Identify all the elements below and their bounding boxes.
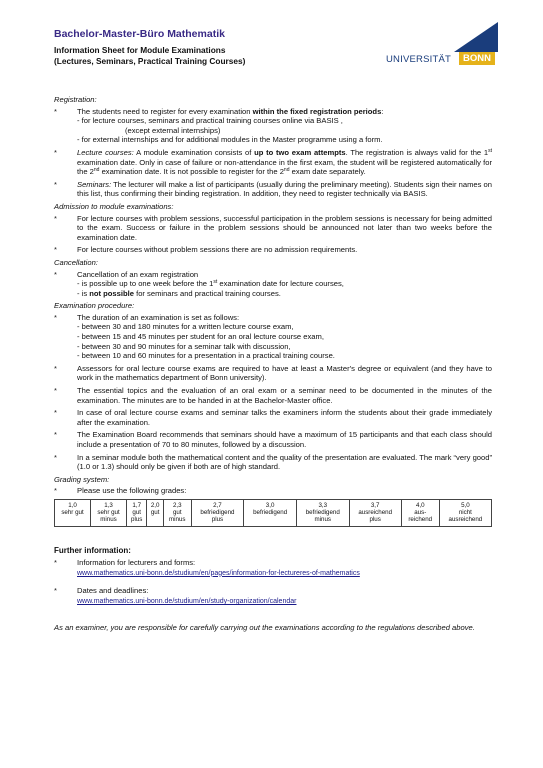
text: (except external internships) bbox=[125, 125, 221, 135]
list-item bbox=[54, 364, 492, 383]
grade-cell bbox=[127, 499, 147, 526]
grade-cell bbox=[296, 499, 349, 526]
grade-cell-text: plus bbox=[211, 516, 224, 524]
list-item bbox=[54, 270, 492, 299]
text: : bbox=[381, 106, 384, 116]
text: For lecture courses with problem sessions, successful participation in the problem sessions is necessary for being admitted to the exam. Success or failure in the problem sessions should be announced not later than two weeks before the examination date. bbox=[77, 213, 492, 242]
list-item bbox=[54, 408, 492, 427]
grade-cell bbox=[401, 499, 439, 526]
logo-mark-icon bbox=[454, 22, 514, 54]
grade-cell-text: nicht bbox=[458, 509, 472, 517]
text: Information for lecturers and forms: bbox=[77, 558, 196, 568]
text: for seminars and practical training courses. bbox=[133, 288, 281, 298]
bullet: * bbox=[54, 269, 57, 279]
section-heading-cancellation: Cancellation: bbox=[54, 257, 98, 267]
text: - between 30 and 180 minutes for a written lecture course exam, bbox=[77, 322, 294, 332]
list-item bbox=[54, 386, 492, 405]
grade-cell-text: minus bbox=[100, 516, 117, 524]
bullet: * bbox=[54, 312, 57, 322]
closing-note: As an examiner, you are responsible for carefully carrying out the examinations according to the regulations described above. bbox=[54, 622, 475, 632]
grade-cell-text: 3,3 bbox=[318, 501, 328, 509]
bullet: * bbox=[54, 213, 57, 223]
text: - is possible up to one week before the 1 bbox=[77, 279, 214, 289]
grade-cell-text: 3,7 bbox=[370, 501, 380, 509]
list-item bbox=[54, 245, 492, 255]
grade-cell-text: 3,0 bbox=[265, 501, 275, 509]
text: Please use the following grades: bbox=[77, 486, 187, 496]
list-item bbox=[54, 486, 492, 496]
text: nd bbox=[283, 167, 290, 174]
text: not possible bbox=[89, 288, 134, 298]
grade-cell-text: 2,3 bbox=[172, 501, 182, 509]
title-line-2: (Lectures, Seminars, Practical Training Courses) bbox=[54, 56, 246, 66]
calendar-link[interactable]: www.mathematics.uni-bonn.de/studium/en/study-organization/calendar bbox=[77, 597, 297, 605]
text: exam date separately. bbox=[289, 167, 366, 177]
list-item bbox=[54, 586, 492, 606]
text: Dates and deadlines: bbox=[77, 586, 149, 596]
text: - between 10 and 60 minutes for a presentation in a practical training course. bbox=[77, 351, 335, 361]
text: The essential topics and the evaluation of an oral exam or a seminar need to be documented in the minutes of the examination. The minutes are to be handed in at the Bachelor-Master office. bbox=[77, 386, 492, 405]
grade-cell-text: aus- bbox=[414, 509, 427, 517]
grade-cell-text: ausreichend bbox=[358, 509, 393, 517]
text: - for external internships and for additional modules in the Master programme using a form. bbox=[77, 135, 383, 145]
list-item bbox=[54, 214, 492, 243]
table-row bbox=[55, 499, 492, 526]
list-item bbox=[54, 107, 492, 145]
grade-cell-text: befriedigend bbox=[305, 509, 340, 517]
grade-cell bbox=[349, 499, 401, 526]
text: The duration of an examination is set as follows: bbox=[77, 312, 240, 322]
text: nd bbox=[93, 167, 100, 174]
grade-cell-text: befriedigend bbox=[253, 509, 288, 517]
section-heading-registration: Registration: bbox=[54, 95, 97, 104]
text: st bbox=[213, 279, 218, 286]
grade-cell-text: sehr gut bbox=[97, 509, 120, 517]
document-body bbox=[54, 95, 492, 632]
grade-cell bbox=[439, 499, 491, 526]
grade-cell bbox=[163, 499, 191, 526]
grade-cell-text: befriedigend bbox=[200, 509, 235, 517]
grade-cell-text: sehr gut bbox=[61, 509, 84, 517]
logo-universitat-text: UNIVERSITÄT bbox=[386, 54, 452, 65]
document-title bbox=[54, 45, 245, 67]
list-item bbox=[54, 313, 492, 361]
text: examination date for lecture courses, bbox=[217, 279, 344, 289]
grade-cell bbox=[191, 499, 244, 526]
text: - is bbox=[77, 288, 90, 298]
text: Lecture courses: bbox=[77, 147, 134, 157]
grades-table bbox=[54, 499, 492, 527]
grade-cell-text: ausreichend bbox=[448, 516, 483, 524]
grade-cell bbox=[147, 499, 163, 526]
list-item bbox=[54, 430, 492, 449]
university-logo bbox=[386, 22, 511, 72]
bullet: * bbox=[54, 408, 57, 418]
grade-cell-text: 1,3 bbox=[104, 501, 113, 509]
grade-cell-text: plus bbox=[369, 516, 381, 524]
grade-cell bbox=[55, 499, 91, 526]
text: Cancellation of an exam registration bbox=[77, 269, 199, 279]
text: The lecturer will make a list of participants (usually during the preliminary meeting). Students sign their names on this list, thus confirming their binding registration. In addition, they need to register technically via BASIS. bbox=[77, 179, 492, 199]
bullet: * bbox=[54, 586, 57, 596]
text: The students need to register for every examination bbox=[77, 106, 253, 116]
bullet: * bbox=[54, 147, 57, 157]
text: In a seminar module both the mathematical content and the quality of the presentation are evaluated. The mark “very good” (1.0 or 1.3) should only be given if both are of high standard. bbox=[77, 452, 492, 472]
further-info-heading: Further information: bbox=[54, 545, 131, 555]
list-item bbox=[54, 148, 492, 177]
bullet: * bbox=[54, 106, 57, 116]
logo-bonn-text: BONN bbox=[459, 52, 495, 65]
bullet: * bbox=[54, 452, 57, 462]
bullet: * bbox=[54, 558, 57, 568]
bullet: * bbox=[54, 430, 57, 440]
text: In case of oral lecture course exams and seminar talks the examiners inform the students about their grade immediately after the examination. bbox=[77, 408, 492, 427]
grade-cell-text: 1,0 bbox=[68, 501, 77, 509]
grade-cell-text: 4,0 bbox=[415, 501, 425, 509]
grade-cell-text: minus bbox=[314, 516, 332, 524]
text: For lecture courses without problem sessions there are no admission requirements. bbox=[77, 245, 358, 255]
grade-cell-text: 2,7 bbox=[213, 501, 222, 509]
grade-cell-text: reichend bbox=[408, 516, 433, 524]
text: A module examination consists of bbox=[133, 147, 255, 157]
grade-cell bbox=[91, 499, 127, 526]
list-item bbox=[54, 453, 492, 472]
text: st bbox=[488, 147, 492, 154]
text: . The registration is always valid for the 1 bbox=[345, 147, 489, 157]
grade-cell-text: 2,0 bbox=[150, 501, 160, 509]
text: The Examination Board recommends that seminars should have a maximum of 15 participants and that each class should include a presentation of 70 to 80 minutes, followed by a discussion. bbox=[77, 430, 492, 449]
text: examination date. It is not possible to register for the 2 bbox=[99, 167, 284, 177]
grade-cell bbox=[244, 499, 297, 526]
bullet: * bbox=[54, 486, 57, 496]
section-heading-grading: Grading system: bbox=[54, 474, 110, 484]
grade-cell-text: gut bbox=[172, 509, 182, 517]
grade-cell-text: gut bbox=[150, 509, 160, 517]
text: - for lecture courses, seminars and practical training courses online via BASIS , bbox=[77, 116, 343, 126]
bullet: * bbox=[54, 386, 57, 396]
bullet: * bbox=[54, 245, 57, 255]
section-heading-procedure: Examination procedure: bbox=[54, 301, 135, 311]
bullet: * bbox=[54, 363, 57, 373]
text: - between 15 and 45 minutes per student for an oral lecture course exam, bbox=[77, 332, 324, 342]
list-item bbox=[54, 180, 492, 199]
grade-cell-text: 5,0 bbox=[461, 501, 470, 509]
grade-cell-text: plus bbox=[131, 516, 143, 524]
text: within the fixed registration periods bbox=[252, 106, 382, 116]
lecturers-info-link[interactable]: www.mathematics.uni-bonn.de/studium/en/pages/information-for-lectureres-of-mathematics bbox=[77, 569, 360, 577]
grade-cell-text: 1,7 bbox=[132, 501, 142, 509]
text: examination date. Only in case of failure or non-attendance in the first exam, the student will be registered automatically for the 2 bbox=[77, 157, 492, 177]
text: - between 30 and 90 minutes for a seminar talk with discussion, bbox=[77, 341, 291, 351]
title-line-1: Information Sheet for Module Examinations bbox=[54, 45, 226, 55]
grade-cell-text: gut bbox=[132, 509, 142, 517]
text: Seminars: bbox=[77, 179, 112, 189]
text: Assessors for oral lecture course exams are required to have at least a Master's degree or equivalent (and they have to work in the mathematics department of Bonn university). bbox=[77, 363, 492, 383]
bullet: * bbox=[54, 179, 57, 189]
text: up to two exam attempts bbox=[254, 147, 346, 157]
section-heading-admission: Admission to module examinations: bbox=[54, 201, 174, 211]
grade-cell-text: minus bbox=[169, 516, 186, 524]
list-item bbox=[54, 558, 492, 578]
org-name: Bachelor-Master-Büro Mathematik bbox=[54, 28, 225, 40]
